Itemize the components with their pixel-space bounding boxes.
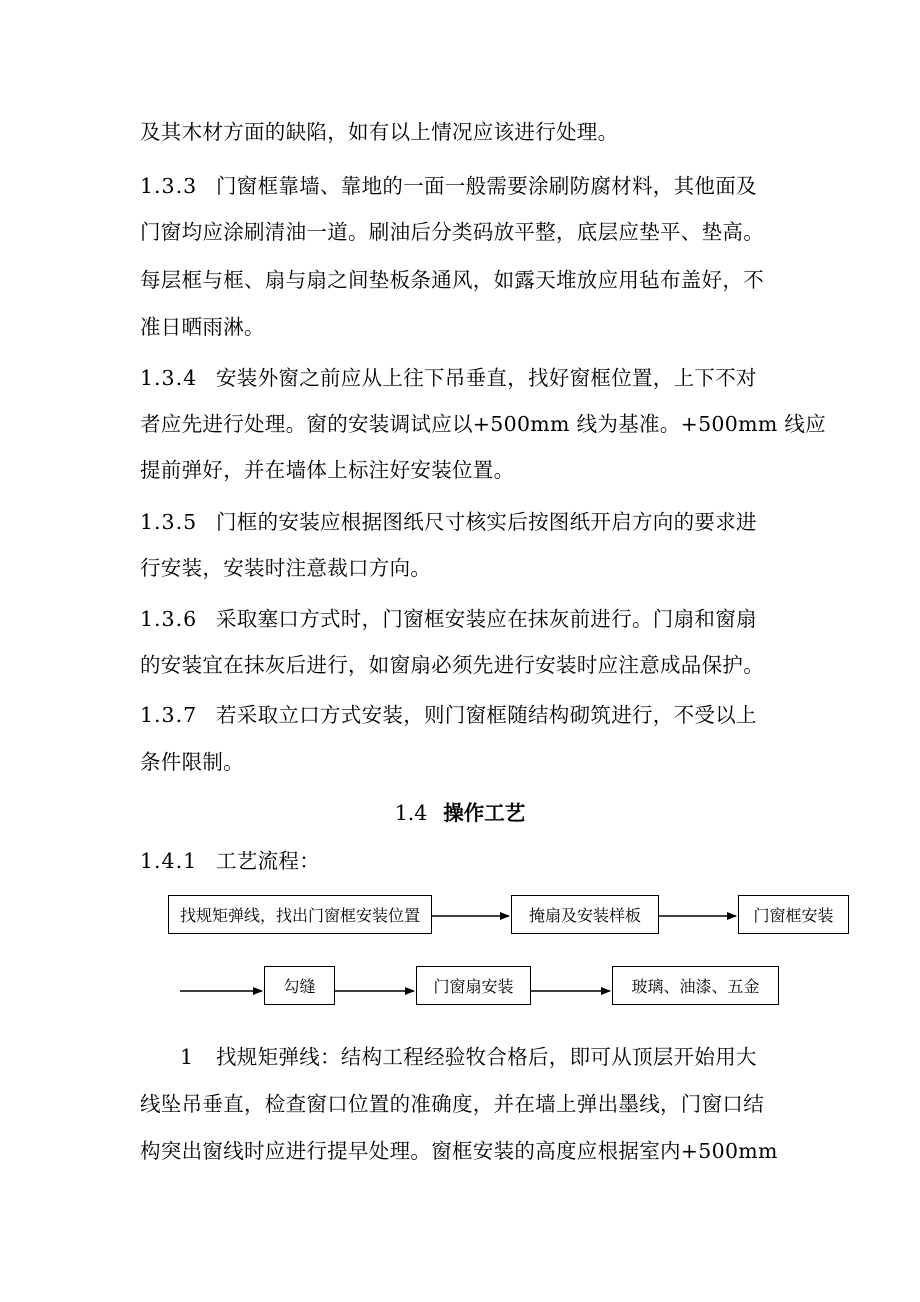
clause-number: 1.3.4 (140, 366, 198, 390)
flow-step-3: 门窗框安装 (738, 895, 849, 934)
text-line: 条件限制。 (140, 750, 244, 774)
clause-number: 1.3.3 (140, 174, 198, 198)
flow-step-1: 找规矩弹线，找出门窗框安装位置 (168, 895, 432, 934)
text-line: 每层框与框、扇与扇之间垫板条通风，如露天堆放应用毡布盖好，不 (140, 268, 764, 292)
step-number: 1 (180, 1045, 194, 1069)
flow-step-5: 门窗扇安装 (416, 966, 531, 1005)
text-line: 采取塞口方式时，门窗框安装应在抹灰前进行。门扇和窗扇 (216, 607, 757, 631)
text-line: 门框的安装应根据图纸尺寸核实后按图纸开启方向的要求进 (216, 510, 757, 534)
text-line: 及其木材方面的缺陷，如有以上情况应该进行处理。 (140, 120, 619, 144)
text-line: 者应先进行处理。窗的安装调试应以+500mm 线为基准。+500mm 线应 (140, 412, 826, 436)
text-line: 找规矩弹线：结构工程经验牧合格后，即可从顶层开始用大 (216, 1045, 757, 1069)
flow-step-6: 玻璃、油漆、五金 (612, 966, 779, 1005)
text-line: 提前弹好，并在墙体上标注好安装位置。 (140, 458, 515, 482)
clause-number: 1.3.6 (140, 607, 198, 631)
text-line: 行安装，安装时注意裁口方向。 (140, 556, 432, 580)
step-1-line (180, 1042, 830, 1072)
section-title: 操作工艺 (443, 801, 526, 825)
text-line: 线坠吊垂直，检查窗口位置的准确度，并在墙上弹出墨线，门窗口结 (140, 1092, 764, 1116)
text-line: 的安装宜在抹灰后进行，如窗扇必须先进行安装时应注意成品保护。 (140, 653, 764, 677)
text-line: 若采取立口方式安装，则门窗框随结构砌筑进行，不受以上 (216, 703, 757, 727)
flow-step-2: 掩扇及安装样板 (511, 895, 659, 934)
text-line: 门窗框靠墙、靠地的一面一般需要涂刷防腐材料，其他面及 (216, 174, 757, 198)
clause-number: 1.3.5 (140, 510, 198, 534)
subsection-title: 工艺流程： (216, 849, 320, 873)
text-line: 准日晒雨淋。 (140, 315, 265, 339)
clause-number: 1.3.7 (140, 703, 198, 727)
flow-step-4: 勾缝 (264, 966, 335, 1005)
subsection-number: 1.4.1 (140, 849, 198, 873)
text-line: 构突出窗线时应进行提早处理。窗框安装的高度应根据室内+500mm (140, 1139, 778, 1163)
text-line: 安装外窗之前应从上往下吊垂直，找好窗框位置，上下不对 (216, 366, 757, 390)
text-line: 门窗均应涂刷清油一道。刷油后分类码放平整，底层应垫平、垫高。 (140, 220, 764, 244)
section-number: 1.4 (394, 801, 428, 825)
